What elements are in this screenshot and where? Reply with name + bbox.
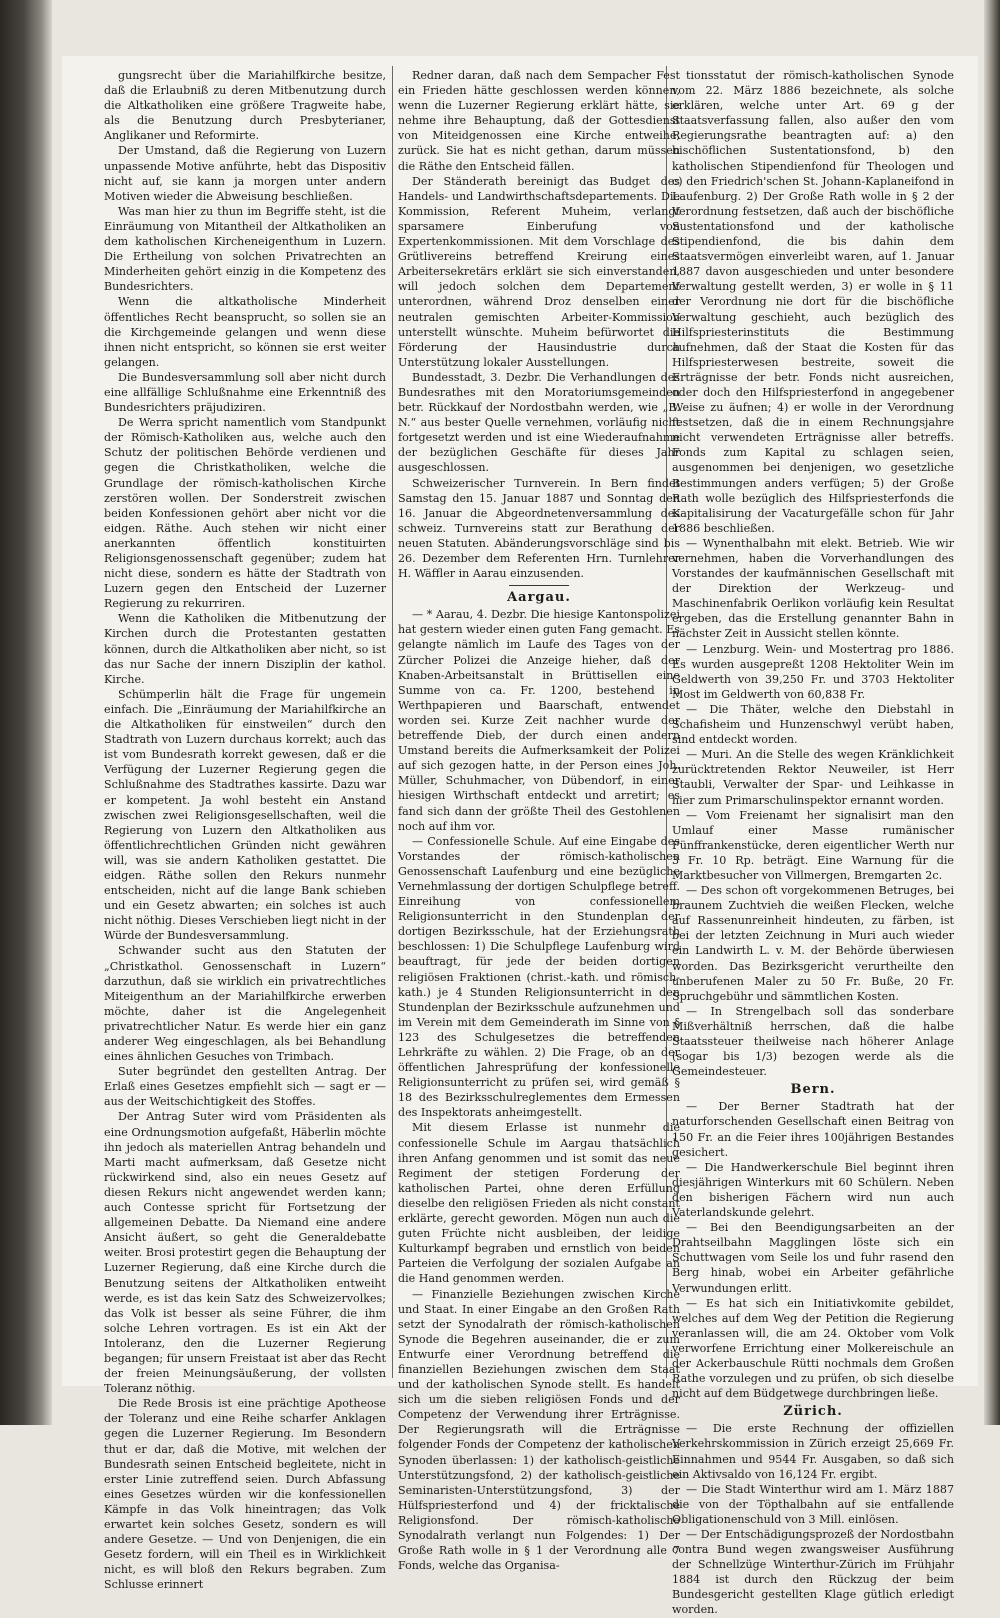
section-heading-aargau: Aargau. [507,590,571,606]
column-1 [104,68,386,1592]
article-paragraph: Was man hier zu thun im Begriffe steht, ist die Einräumung von Mitantheil der Altkatholiken an dem katholischen Kircheneigenthum in Luzern. Die Ertheilung von solchen Privatrechten an Minderheiten gehört einzig in die Kompetenz des Bundesrichters. [104,204,386,294]
column-3 [672,68,954,1617]
article-paragraph: — Die Handwerkerschule Biel beginnt ihren diesjährigen Winterkurs mit 60 Schülern. Neben den bisherigen Fächern wird nun auch Vaterlandskunde gelehrt. [672,1160,954,1220]
article-paragraph: gungsrecht über die Mariahilfkirche besitze, daß die Erlaubniß zu deren Mitbenutzung durch die Altkatholiken eine größere Tragweite habe, als die Benutzung durch Presbyterianer, Anglikaner und Reformirte. [104,69,386,143]
article-paragraph: — Finanzielle Beziehungen zwischen Kirche und Staat. In einer Eingabe an den Großen Rath setzt der Synodalrath der römisch-katholischen Synode die Begehren auseinander, die er zum Entwurfe einer Verordnung betreffend die finanziellen Beziehungen zwischen dem Staat und der katholischen Synode stellt. Es handelt sich um die sieben religiösen Fonds und der Competenz der Verwendung ihrer Erträgnisse. Der Regierungsrath will die Erträgnisse folgender Fonds der Competenz der katholischen Synoden überlassen: 1) der katholisch-geistliche Unterstützungsfond, 2) der katholisch-geistliche Seminaristen-Unterstützungsfond, 3) der Hülfspriesterfond und 4) der fricktalische Religionsfond. Der römisch-katholische Synodalrath verlangt nun Folgendes: 1) Der Große Rath wolle in § 1 der Verordnung alle 7 Fonds, welche das Organisa- [398,1287,680,1573]
article-paragraph: Die Bundesversammlung soll aber nicht durch eine allfällige Schlußnahme eine Erkenntniß des Bundesrichters präjudiziren. [104,370,386,415]
article-paragraph: — Des schon oft vorgekommenen Betruges, bei braunem Zuchtvieh die weißen Flecken, welche auf Rassenunreinheit hindeuten, zu färben, ist bei der letzten Zeichnung in Muri auch wieder ein Landwirth L. v. M. der Behörde überwiesen worden. Das Bezirksgericht verurtheilte den unberufenen Maler zu 50 Fr. Buße, 20 Fr. Spruchgebühr und sämmtlichen Kosten. [672,884,954,1003]
article-paragraph: — Die Thäter, welche den Diebstahl in Schafisheim und Hunzenschwyl verübt haben, sind entdeckt worden. [672,702,954,747]
section-heading-bern: Bern. [790,1082,836,1098]
adjacent-page-edge [984,0,1000,1425]
article-paragraph: — Bei den Beendigungsarbeiten an der Drahtseilbahn Magglingen löste sich ein Schuttwagen vom Seile los und fuhr rasend den Berg hinab, wobei ein Arbeiter gefährliche Verwundungen erlitt. [672,1221,954,1295]
column-rule [392,66,393,1378]
article-paragraph: — Der Entschädigungsprozeß der Nordostbahn contra Bund wegen zwangsweiser Ausführung der Schnellzüge Winterthur-Zürich im Frühjahr 1884 ist durch den Rückzug der beim Bundesgericht gestellten Klage gütlich erledigt worden. [672,1528,954,1617]
newspaper-page [62,56,978,1617]
article-paragraph: Schweizerischer Turnverein. In Bern findet Samstag den 15. Januar 1887 und Sonntag den 16. Januar die Abgeordnetenversammlung des schweiz. Turnvereins statt zur Berathung der neuen Statuten. Abänderungsvorschläge sind bis 26. Dezember dem Referenten Hrn. Turnlehrer H. Wäffler in Aarau einzusenden. [398,476,680,581]
section-heading-zuerich: Zürich. [783,1404,843,1420]
article-paragraph: — * Aarau, 4. Dezbr. Die hiesige Kantonspolizei hat gestern wieder einen guten Fang gemacht. Es gelangte nämlich im Laufe des Tages von der Zürcher Polizei die Anzeige hieher, daß der Knaben-Arbeitsanstalt in Brüttisellen eine Summe von ca. Fr. 1200, bestehend in Werthpapieren und Baarschaft, entwendet worden sei. Kurze Zeit nachher wurde der betreffende Dieb, der durch einen andern Umstand bereits die Aufmerksamkeit der Polizei auf sich gezogen hatte, in der Person eines Joh. Müller, Schuhmacher, von Dübendorf, in einer hiesigen Wirthschaft entdeckt und arretirt; es fand sich dann der größte Theil des Gestohlenen noch auf ihm vor. [398,608,680,833]
article-paragraph: Der Antrag Suter wird vom Präsidenten als eine Ordnungsmotion aufgefaßt, Häberlin möchte ihn jedoch als materiellen Antrag behandeln und Marti macht aufmerksam, daß Gesetze nicht rückwirkend sind, also ein neues Gesetz auf diesen Rekurs nicht angewendet werden kann; auch Contesse spricht für Fortsetzung der allgemeinen Debatte. Da Niemand eine andere Ansicht äußert, so geht die Generaldebatte weiter. Brosi protestirt gegen die Behauptung der Luzerner Regierung, daß eine Kirche durch die Benutzung seitens der Altkatholiken entweiht werde, es ist das kein Satz des Schweizervolkes; das Volk ist besser als seine Führer, die ihm solche Lehren vortragen. Es ist ein Akt der Intoleranz, den die Luzerner Regierung begangen; für unsern Freistaat ist aber das Recht der freien Meinungsäußerung, der vollsten Toleranz nöthig. [104,1110,386,1396]
article-paragraph: — Confessionelle Schule. Auf eine Eingabe des Vorstandes der römisch-katholischen Genossenschaft Laufenburg und eine bezügliche Vernehmlassung der dortigen Schulpflege betreff. Einreihung von confessionellem Religionsunterricht in den Stundenplan der dortigen Bezirksschule, hat der Erziehungsrath beschlossen: 1) Die Schulpflege Laufenburg wird beauftragt, für jede der beiden dortigen religiösen Fraktionen (christ.-kath. und römisch-kath.) je 4 Stunden Religionsunterricht in den Stundenplan der Bezirksschule aufzunehmen und im Verein mit dem Gemeinderath im Sinne von § 123 des Schulgesetzes die betreffenden Lehrkräfte zu wählen. 2) Die Frage, ob an der öffentlichen Jahresprüfung der konfessionelle Religionsunterricht zu prüfen sei, wird gemäß § 18 des Bezirksschulreglementes dem Ermessen des Inspektorats anheimgestellt. [398,834,680,1120]
article-paragraph: Wenn die Katholiken die Mitbenutzung der Kirchen durch die Protestanten gestatten können, durch die Altkatholiken aber nicht, so ist das nur Sache der innern Disziplin der kathol. Kirche. [104,612,386,686]
article-paragraph: Schümperlin hält die Frage für ungemein einfach. Die „Einräumung der Mariahilfkirche an die Altkatholiken für einstweilen“ durch den Stadtrath von Luzern durchaus korrekt; auch das ist vom Bundesrath korrekt gewesen, daß er die Verfügung der Luzerner Regierung gegen die Schlußnahme des Stadtrathes kassirte. Dazu war er kompetent. Ja wohl besteht ein Anstand zwischen zwei Religionsgesellschaften, weil die Regierung von Luzern den Altkatholiken aus öffentlichrechtlichen Gründen nicht gewähren will, was sie andern Katholiken gestattet. Die eidgen. Räthe sollen den Rekurs nunmehr entscheiden, nicht auf die lange Bank schieben und ein Gesetz abwarten; ein solches ist auch nicht nöthig. Dieses Verschieben liegt nicht in der Würde der Bundesversammlung. [104,687,386,943]
article-paragraph: Schwander sucht aus den Statuten der „Christkathol. Genossenschaft in Luzern“ darzuthun, daß sie wirklich ein privatrechtliches Miteigenthum an der Mariahilfkirche erwerben möchte, daher ist die Angelegenheit privatrechtlicher Natur. Es werde hier ein ganz anderer Weg eingeschlagen, als bei Behandlung eines ähnlichen Gesuches von Trimbach. [104,944,386,1064]
article-paragraph: Mit diesem Erlasse ist nunmehr die confessionelle Schule im Aargau thatsächlich ihren Anfang genommen und ist somit das neue Regiment der stetigen Forderung der katholischen Partei, ohne deren Erfüllung dieselbe den religiösen Frieden als nicht constant erklärte, gerecht geworden. Mögen nun auch die guten Früchte nicht ausbleiben, der leidige Kulturkampf begraben und ernstlich von beiden Parteien die Verfolgung der sozialen Aufgabe an die Hand genommen werden. [398,1121,680,1286]
article-paragraph: Der Umstand, daß die Regierung von Luzern unpassende Motive anführte, hebt das Dispositiv nicht auf, sie kann ja morgen unter andern Motiven wieder die Abweisung beschließen. [104,144,386,203]
article-paragraph: — In Strengelbach soll das sonderbare Mißverhältniß herrschen, daß die halbe Staatssteuer theilweise nach höherer Anlage (sogar bis 1/3) bezogen werde als die Gemeindesteuer. [672,1004,954,1079]
article-paragraph: — Die erste Rechnung der offiziellen Verkehrskommission in Zürich erzeigt 25,669 Fr. Einnahmen und 9544 Fr. Ausgaben, so daß sich ein Aktivsaldo von 16,124 Fr. ergibt. [672,1422,954,1481]
article-paragraph: — Wynenthalbahn mit elekt. Betrieb. Wie wir vernehmen, haben die Vorverhandlungen des Vorstandes der kaufmännischen Gesellschaft mit der Direktion der Werkzeug- und Maschinenfabrik Oerlikon vorläufig kein Resultat ergeben, das die Erstellung genannter Bahn in nächster Zeit in Aussicht stellen könnte. [672,536,954,641]
article-paragraph: — Der Berner Stadtrath hat der naturforschenden Gesellschaft einen Beitrag von 150 Fr. an die Feier ihres 100jährigen Bestandes gesichert. [672,1100,954,1159]
article-paragraph: De Werra spricht namentlich vom Standpunkt der Römisch-Katholiken aus, welche auch den Schutz der politischen Behörde verdienen und gegen die Christkatholiken, welche die Grundlage der römisch-katholischen Kirche zerstören wollen. Der Sonderstreit zwischen beiden Konfessionen gehört aber nicht vor die eidgen. Räthe. Auch stehen wir nicht einer anerkannten öffentlich konstituirten Religionsgenossenschaft gegenüber; zudem hat nicht diese, sondern es hätte der Stadtrath von Luzern gegen den Entscheid der Luzerner Regierung zu rekurriren. [104,416,386,611]
article-paragraph: — Muri. An die Stelle des wegen Kränklichkeit zurücktretenden Rektor Neuweiler, ist Herr Staubli, Verwalter der Spar- und Leihkasse in hier zum Primarschulinspektor ernannt worden. [672,748,954,807]
article-paragraph: — Die Stadt Winterthur wird am 1. März 1887 die von der Töpthalbahn auf sie entfallende Obligationenschuld von 3 Mill. einlösen. [672,1482,954,1526]
book-binding-edge [0,0,52,1425]
article-paragraph: — Es hat sich ein Initiativkomite gebildet, welches auf dem Weg der Petition die Regierung veranlassen will, die am 24. Oktober vom Volk verworfene Errichtung einer Molkereischule an der Ackerbauschule Rütti nochmals dem Großen Rathe vorzulegen und zu prüfen, ob sich dieselbe nicht auf dem Büdgetwege durchbringen ließe. [672,1296,954,1401]
article-paragraph: Der Ständerath bereinigt das Budget des Handels- und Landwirthschaftsdepartements. Die Kommission, Referent Muheim, verlangt sparsamere Einberufung von Expertenkommissionen. Mit dem Vorschlage des Grütlivereins betreffend Kreirung eines Arbeitersekretärs erklärt sie sich einverstanden, will jedoch solchen dem Departement unterordnen, während Droz denselben einer neutralen gemischten Arbeiter-Kommission unterstellt wünschte. Muheim befürwortet die Förderung der Hausindustrie durch Unterstützung lokaler Ausstellungen. [398,174,680,369]
article-paragraph: Suter begründet den gestellten Antrag. Der Erlaß eines Gesetzes empfiehlt sich — sagt er — aus der Weitschichtigkeit des Stoffes. [104,1065,386,1109]
article-paragraph: tionsstatut der römisch-katholischen Synode vom 22. März 1886 bezeichnete, als solche erklären, welche unter Art. 69 g der Staatsverfassung fallen, also außer den vom Regierungsrathe beantragten auf: a) den bischöflichen Sustentationsfond, b) den katholischen Stipendienfond für Theologen und c) den Friedrich'schen St. Johann-Kaplaneifond in Laufenburg. 2) Der Große Rath wolle in § 2 der Verordnung festsetzen, daß auch der bischöfliche Sustentationsfond und der katholische Stipendienfond, die bis dahin dem Staatsvermögen einverleibt waren, auf 1. Januar 1887 davon ausgeschieden und unter besondere Verwaltung gestellt werden, 3) er wolle in § 11 der Verordnung nie dort für die bischöfliche Verwaltung geschieht, auch bezüglich des Hilfspriesterinstituts die Bestimmung aufnehmen, daß der Staat die Kosten für das Hilfspriesterwesen bestreite, soweit die Erträgnisse der betr. Fonds nicht ausreichen, oder doch den Hilfspriesterfond in angegebener Weise zu äufnen; 4) er wolle in der Verordnung festsetzen, daß die in einem Rechnungsjahre nicht verwendeten Erträgnisse aller betreffs. Fonds zum Kapital zu schlagen seien, ausgenommen bei denjenigen, wo gesetzliche Bestimmungen anders verfügen; 5) der Große Rath wolle bezüglich des Hilfspriesterfonds die Kapitalisirung der Vacaturgefälle schon für Jahr 1886 beschließen. [672,69,954,535]
article-paragraph: Redner daran, daß nach dem Sempacher Fest ein Frieden hätte geschlossen werden können, wenn die Luzerner Regierung erklärt hätte, sie nehme ihre Behauptung, daß der Gottesdienst von Miteidgenossen eine Kirche entweihe, zurück. Sie hat es nicht gethan, darum müssen die Räthe den Entscheid fällen. [398,69,680,173]
article-paragraph: — Lenzburg. Wein- und Mostertrag pro 1886. Es wurden ausgepreßt 1208 Hektoliter Wein im Geldwerth von 39,250 Fr. und 3703 Hektoliter Most im Geldwerth von 60,838 Fr. [672,642,954,701]
article-paragraph: Die Rede Brosis ist eine prächtige Apotheose der Toleranz und eine Reihe scharfer Anklagen gegen die Luzerner Regierung. Im Besondern thut er dar, daß die Motive, mit welchen der Bundesrath seinen Entscheid begleitete, nicht in erster Linie zutreffend seien. Durch Abfassung eines Gesetzes würden wir die konfessionellen Kämpfe in das Volk hineintragen; das Volk erwartet kein solches Gesetz, sondern es will andere Gesetze. — Und von Denjenigen, die ein Gesetz fordern, will ein Theil es in Wirklichkeit nicht, es will bloß den Rekurs begraben. Zum Schlusse erinnert [104,1397,386,1592]
article-paragraph: — Vom Freienamt her signalisirt man den Umlauf einer Masse rumänischer Fünffrankenstücke, deren eigentlicher Werth nur 3 Fr. 10 Rp. beträgt. Eine Warnung für die Marktbesucher von Villmergen, Bremgarten 2c. [672,808,954,882]
article-paragraph: Bundesstadt, 3. Dezbr. Die Verhandlungen des Bundesrathes mit den Moratoriumsgemeinden betr. Rückkauf der Nordostbahn werden, wie „B. N.“ aus bester Quelle vernehmen, vorläufig nicht fortgesetzt werden und ist eine Wiederaufnahme der bezüglichen Geschäfte für dieses Jahr ausgeschlossen. [398,370,680,475]
separator-rule [509,585,569,586]
column-2 [398,68,680,1573]
article-paragraph: Wenn die altkatholische Minderheit öffentliches Recht beansprucht, so sollen sie an die Kirchgemeinde gelangen und wenn diese ihnen nicht entspricht, so können sie erst weiter gelangen. [104,295,386,369]
